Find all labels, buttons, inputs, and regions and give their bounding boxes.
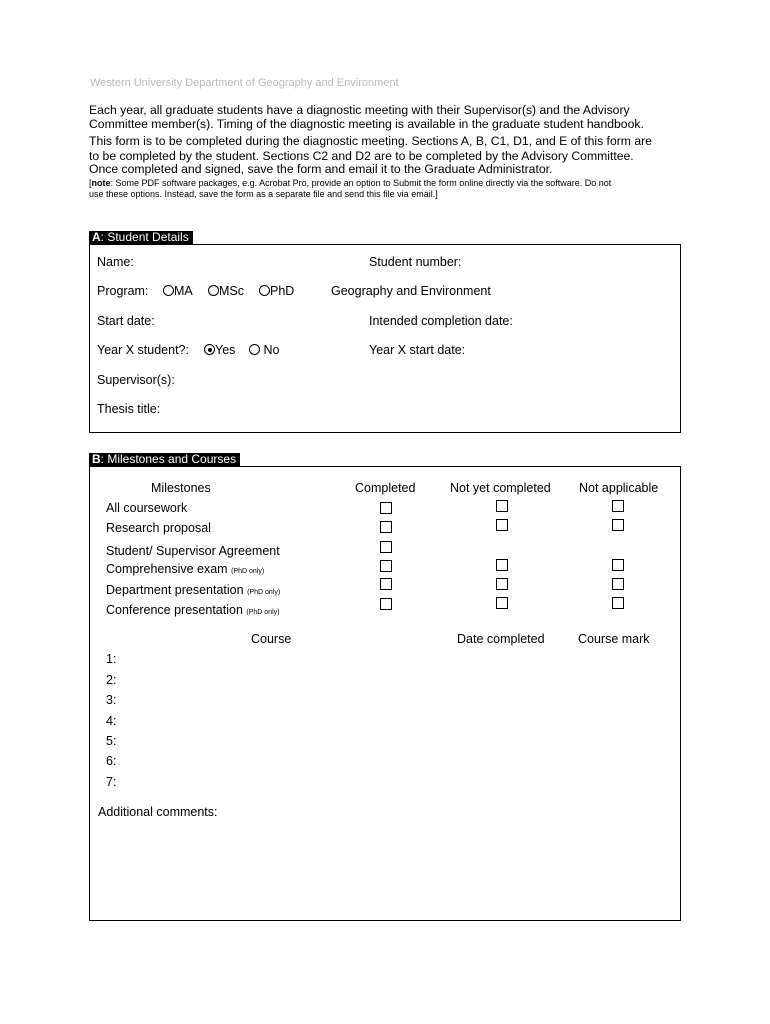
checkbox-proposal-not-yet[interactable] (496, 519, 508, 531)
additional-comments-label: Additional comments: (98, 805, 218, 819)
checkbox-conference-not-yet[interactable] (496, 597, 508, 609)
intended-completion-label: Intended completion date: (369, 314, 513, 328)
section-a-tab (89, 231, 193, 244)
name-label: Name: (97, 255, 134, 269)
not-yet-completed-header: Not yet completed (450, 481, 551, 495)
department-value: Geography and Environment (331, 284, 491, 298)
milestone-research-proposal: Research proposal (106, 521, 211, 535)
checkbox-coursework-completed[interactable] (380, 502, 392, 514)
supervisors-label: Supervisor(s): (97, 373, 175, 387)
checkbox-comprehensive-na[interactable] (612, 559, 624, 571)
note-bold: note (91, 178, 111, 188)
radio-phd[interactable] (259, 285, 270, 296)
milestone-supervisor-agreement: Student/ Supervisor Agreement (106, 544, 280, 558)
intro-line-5: Once completed and signed, save the form and email it to the Graduate Administrator. (89, 162, 553, 176)
note-line-1 (89, 178, 611, 189)
year-x-option-yes[interactable] (204, 343, 235, 357)
intro-line-2: Committee member(s). Timing of the diagnostic meeting is available in the graduate student handbook. (89, 117, 644, 131)
radio-yes[interactable] (204, 344, 215, 355)
course-row-7: 7: (106, 775, 117, 789)
checkbox-agreement-completed[interactable] (380, 541, 392, 553)
checkbox-comprehensive-completed[interactable] (380, 560, 392, 572)
milestones-header: Milestones (151, 481, 211, 495)
program-option-msc[interactable] (208, 284, 244, 298)
milestone-all-coursework: All coursework (106, 501, 188, 515)
not-applicable-header: Not applicable (579, 481, 659, 495)
milestone-department-presentation (106, 583, 280, 597)
thesis-title-label: Thesis title: (97, 402, 161, 416)
intro-line-1: Each year, all graduate students have a diagnostic meeting with their Supervisor(s) and the Advisory (89, 103, 630, 117)
program-label: Program: (97, 284, 149, 298)
course-row-5: 5: (106, 734, 117, 748)
section-b-title: : Milestones and Courses (100, 452, 237, 466)
course-row-2: 2: (106, 673, 117, 687)
comprehensive-exam-label: Comprehensive exam (106, 562, 228, 576)
course-row-4: 4: (106, 714, 117, 728)
program-option-phd[interactable] (259, 284, 294, 298)
section-a-title: : Student Details (100, 230, 189, 244)
conference-presentation-label: Conference presentation (106, 603, 243, 617)
start-date-label: Start date: (97, 314, 155, 328)
checkbox-coursework-not-yet[interactable] (496, 500, 508, 512)
course-mark-header: Course mark (578, 632, 650, 646)
checkbox-coursework-na[interactable] (612, 500, 624, 512)
student-number-label: Student number: (369, 255, 462, 269)
checkbox-conference-na[interactable] (612, 597, 624, 609)
milestone-conference-presentation (106, 603, 279, 617)
checkbox-conference-completed[interactable] (380, 598, 392, 610)
yes-label: Yes (215, 343, 236, 357)
intro-line-4: to be completed by the student. Sections C2 and D2 are to be completed by the Advisory Committee. (89, 149, 634, 163)
program-ma-label: MA (174, 284, 193, 298)
milestone-comprehensive-exam (106, 562, 264, 576)
checkbox-department-completed[interactable] (380, 578, 392, 590)
note-line-2: use these options. Instead, save the form as a separate file and send this file via email.] (89, 189, 438, 199)
completed-header: Completed (355, 481, 416, 495)
checkbox-department-na[interactable] (612, 578, 624, 590)
date-completed-header: Date completed (457, 632, 545, 646)
course-row-3: 3: (106, 693, 117, 707)
phd-only-note: (PhD only) (247, 589, 281, 596)
radio-ma[interactable] (163, 285, 174, 296)
note-open: [ (89, 178, 92, 188)
year-x-start-label: Year X start date: (369, 343, 466, 357)
checkbox-proposal-completed[interactable] (380, 521, 392, 533)
program-option-ma[interactable] (163, 284, 193, 298)
checkbox-comprehensive-not-yet[interactable] (496, 559, 508, 571)
year-x-option-no[interactable] (249, 343, 279, 357)
checkbox-proposal-na[interactable] (612, 519, 624, 531)
phd-only-note: (PhD only) (246, 609, 280, 616)
course-header: Course (251, 632, 292, 646)
course-row-6: 6: (106, 754, 117, 768)
department-presentation-label: Department presentation (106, 583, 244, 597)
radio-msc[interactable] (208, 285, 219, 296)
program-phd-label: PhD (270, 284, 295, 298)
year-x-label: Year X student?: (97, 343, 189, 357)
no-label: No (263, 343, 280, 357)
intro-line-3: This form is to be completed during the diagnostic meeting. Sections A, B, C1, D1, and E of this form are (89, 134, 652, 148)
checkbox-department-not-yet[interactable] (496, 578, 508, 590)
phd-only-note: (PhD only) (231, 568, 265, 575)
section-b-letter: B (92, 452, 101, 466)
section-a-box (89, 244, 681, 433)
department-header: Western University Department of Geography and Environment (90, 77, 399, 89)
section-b-tab (89, 453, 240, 466)
note-text-1: : Some PDF software packages, e.g. Acrobat Pro, provide an option to Submit the form online directly via the software. Do not (110, 178, 612, 188)
course-row-1: 1: (106, 652, 117, 666)
program-msc-label: MSc (219, 284, 244, 298)
radio-no[interactable] (249, 344, 260, 355)
section-a-letter: A (92, 230, 101, 244)
